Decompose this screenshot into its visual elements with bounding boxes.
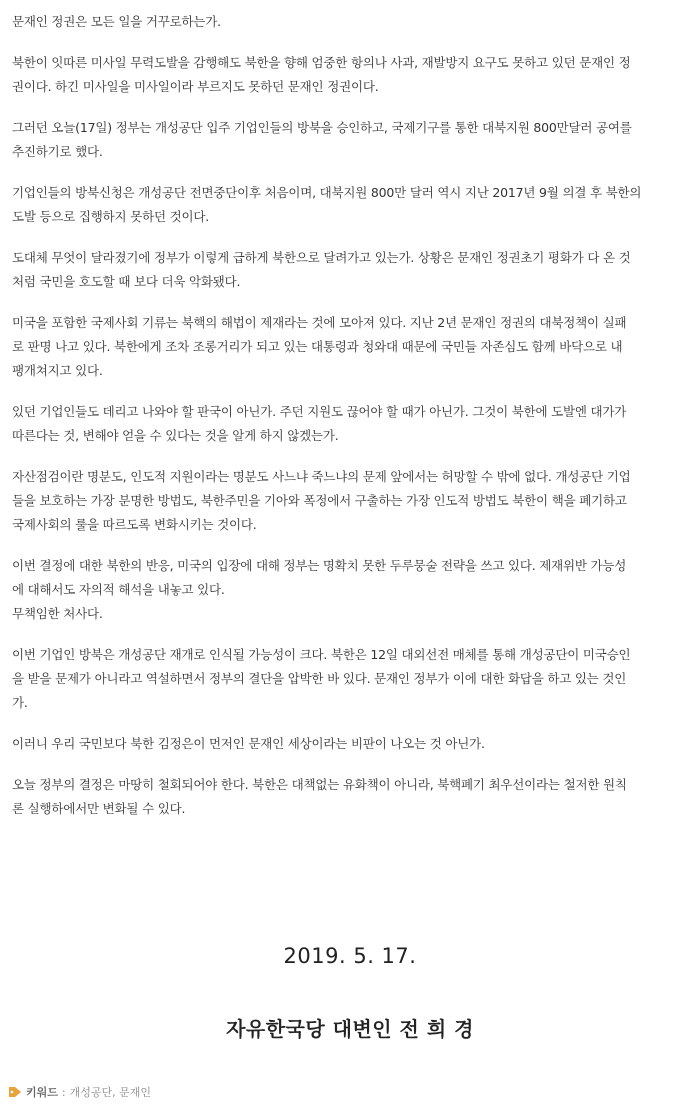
- paragraph-line: 권이다. 하긴 미사일을 미사일이라 부르지도 못하던 문재인 정권이다.: [12, 79, 379, 94]
- paragraph-line: 가.: [12, 695, 28, 710]
- paragraph-line: 이번 기업인 방북은 개성공단 재개로 인식될 가능성이 크다. 북한은 12일 대외선전 매체를 통해 개성공단이 미국승인: [12, 647, 631, 662]
- keyword-row: [8, 1084, 151, 1100]
- paragraph: [12, 10, 692, 34]
- paragraph: [12, 246, 692, 294]
- paragraph: [12, 400, 692, 448]
- paragraph-line: 도대체 무엇이 달라졌기에 정부가 이렇게 급하게 북한으로 달려가고 있는가. 상황은 문재인 정권초기 평화가 다 온 것: [12, 250, 631, 265]
- paragraph: [12, 732, 692, 756]
- paragraph-line: 국제사회의 룰을 따르도록 변화시키는 것이다.: [12, 517, 257, 532]
- keyword-values[interactable]: 개성공단, 문재인: [69, 1086, 151, 1099]
- article-body: [12, 10, 692, 838]
- paragraph-line: 기업인들의 방북신청은 개성공단 전면중단이후 처음이며, 대북지원 800만 달러 역시 지난 2017년 9월 의결 후 북한의: [12, 185, 642, 200]
- keyword-label: 키워드: [26, 1086, 58, 1099]
- paragraph-line: 이번 결정에 대한 북한의 반응, 미국의 입장에 대해 정부는 명확치 못한 두루뭉술 전략을 쓰고 있다. 제재위반 가능성: [12, 558, 627, 573]
- paragraph-line: 론 실행하에서만 변화될 수 있다.: [12, 801, 186, 816]
- paragraph-line: 들을 보호하는 가장 분명한 방법도, 북한주민을 기아와 폭정에서 구출하는 가장 인도적 방법도 북한이 핵을 폐기하고: [12, 493, 627, 508]
- paragraph-line: 무책임한 처사다.: [12, 606, 103, 621]
- paragraph: [12, 554, 692, 626]
- paragraph: [12, 465, 692, 537]
- release-date: 2019. 5. 17.: [283, 944, 417, 968]
- paragraph-line: 로 판명 나고 있다. 북한에게 조차 조롱거리가 되고 있는 대통령과 청와대 때문에 국민들 자존심도 함께 바닥으로 내: [12, 339, 623, 354]
- paragraph-line: 이러니 우리 국민보다 북한 김정은이 먼저인 문재인 세상이라는 비판이 나오는 것 아닌가.: [12, 736, 485, 751]
- spokesperson-signature: 자유한국당 대변인 전 희 경: [226, 1017, 474, 1041]
- paragraph-line: 자산점검이란 명분도, 인도적 지원이라는 명분도 사느냐 죽느냐의 문제 앞에서는 허망할 수 밖에 없다. 개성공단 기업: [12, 469, 631, 484]
- paragraph-line: 미국을 포함한 국제사회 기류는 북핵의 해법이 제재라는 것에 모아져 있다. 지난 2년 문재인 정권의 대북정책이 실패: [12, 315, 627, 330]
- paragraph-line: 처럼 국민을 호도할 때 보다 더욱 악화됐다.: [12, 274, 241, 289]
- paragraph-line: 도발 등으로 집행하지 못하던 것이다.: [12, 209, 209, 224]
- paragraph-line: 오늘 정부의 결정은 마땅히 철회되어야 한다. 북한은 대책없는 유화책이 아니라, 북핵폐기 최우선이라는 철저한 원칙: [12, 777, 627, 792]
- paragraph-line: 그러던 오늘(17일) 정부는 개성공단 입주 기업인들의 방북을 승인하고, 국제기구를 통한 대북지원 800만달러 공여를: [12, 120, 632, 135]
- paragraph: [12, 643, 692, 715]
- paragraph-line: 따른다는 것, 변해야 얻을 수 있다는 것을 알게 하지 않겠는가.: [12, 428, 339, 443]
- paragraph-line: 있던 기업인들도 데리고 나와야 할 판국이 아닌가. 주던 지원도 끊어야 할 때가 아닌가. 그것이 북한에 도발엔 대가가: [12, 404, 627, 419]
- paragraph: [12, 773, 692, 821]
- paragraph: [12, 181, 692, 229]
- keyword-separator: :: [61, 1085, 66, 1099]
- paragraph: [12, 51, 692, 99]
- paragraph-line: 에 대해서도 자의적 해석을 내놓고 있다.: [12, 582, 225, 597]
- paragraph-line: 추진하기로 했다.: [12, 144, 103, 159]
- paragraph: [12, 116, 692, 164]
- paragraph-line: 팽개쳐지고 있다.: [12, 363, 103, 378]
- paragraph-line: 문재인 정권은 모든 일을 거꾸로하는가.: [12, 14, 221, 29]
- paragraph-line: 을 받을 문제가 아니라고 역설하면서 정부의 결단을 압박한 바 있다. 문재인 정부가 이에 대한 화답을 하고 있는 것인: [12, 671, 627, 686]
- paragraph: [12, 311, 692, 383]
- paragraph-line: 북한이 잇따른 미사일 무력도발을 감행해도 북한을 향해 엄중한 항의나 사과, 재발방지 요구도 못하고 있던 문재인 정: [12, 55, 631, 70]
- tag-icon: [8, 1085, 22, 1099]
